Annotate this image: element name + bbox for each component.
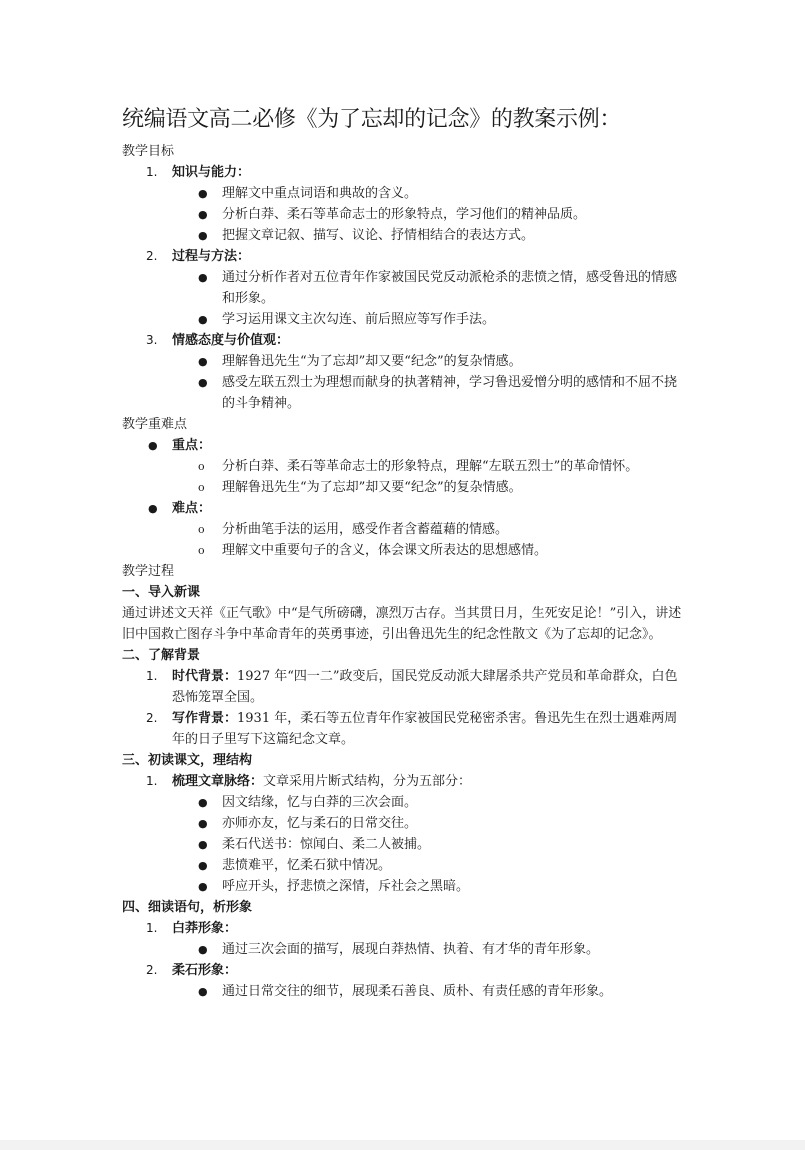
keypoints-list [122,435,682,561]
process-heading: 教学过程 [122,564,175,579]
list-item: 1. 时代背景：1927 年“四一二”政变后，国民党反动派大肆屠杀共产党员和革命群众，白色恐怖笼罩全国。 [122,666,682,708]
bullet-icon: ● [198,313,208,326]
bullet-icon: ● [198,859,208,872]
list-item: 2. 柔石形象： ● 通过日常交往的细节，展现柔石善良、质朴、有责任感的青年形象。 [122,960,682,1002]
list-number: 2. [146,711,158,725]
bullet-icon: ● [198,817,208,830]
list-number: 2. [146,963,158,977]
keypoint-label: 难点： [172,501,212,516]
keypoint-label: 重点： [172,438,212,453]
bullet-icon: ● [198,229,208,242]
list-number: 1. [146,165,158,179]
section-heading: 二、了解背景 [122,648,201,663]
list-item: ● 分析白莽、柔石等革命志士的形象特点，学习他们的精神品质。 [172,204,682,225]
circle-bullet-icon: o [198,481,205,494]
list-item: o 分析曲笔手法的运用，感受作者含蓄蕴藉的情感。 [172,519,682,540]
list-number: 2. [146,249,158,263]
list-item: ● 感受左联五烈士为理想而献身的执著精神，学习鲁迅爱憎分明的感情和不屈不挠的斗争精神。 [172,372,682,414]
bullet-icon: ● [198,943,208,956]
list-item: ● 悲愤难平，忆柔石狱中情况。 [172,855,682,876]
bullet-icon: ● [148,439,158,452]
character-list [122,918,682,1002]
bullet-icon: ● [198,187,208,200]
list-item: ● 因文结缘，忆与白莽的三次会面。 [172,792,682,813]
list-number: 1. [146,774,158,788]
bullet-icon: ● [198,796,208,809]
objective-label: 过程与方法： [172,249,251,264]
document-title: 统编语文高二必修《为了忘却的记念》的教案示例： [122,107,622,132]
objective-label: 知识与能力： [172,165,251,180]
objective-label: 情感态度与价值观： [172,333,290,348]
objective-group [122,246,682,330]
keypoints-heading: 教学重难点 [122,417,188,432]
list-item: o 理解文中重要句子的含义，体会课文所表达的思想感情。 [172,540,682,561]
list-item: o 分析白莽、柔石等革命志士的形象特点，理解“左联五烈士”的革命情怀。 [172,456,682,477]
structure-list [122,771,682,897]
list-number: 1. [146,669,158,683]
bullet-icon: ● [198,376,208,389]
list-item: ● 亦师亦友，忆与柔石的日常交往。 [172,813,682,834]
bullet-icon: ● [198,880,208,893]
bullet-icon: ● [198,355,208,368]
bullet-icon: ● [198,271,208,284]
list-item: 1. 梳理文章脉络：文章采用片断式结构，分为五部分： ● 因文结缘，忆与白莽的三次会面。 ● 亦师亦友，忆与柔石的日常交往。 ● 柔石代送书：惊闻白、柔二人被捕。 ● 悲愤难平，忆柔石狱中情况。 ● 呼应开头，抒悲愤之深情，斥社会之黑暗。 [122,771,682,897]
list-item: ● 通过分析作者对五位青年作家被国民党反动派枪杀的悲愤之情，感受鲁迅的情感和形象。 [172,267,682,309]
circle-bullet-icon: o [198,460,205,473]
objective-group [122,330,682,414]
section-heading: 三、初读课文，理结构 [122,753,253,768]
list-item: 2. 写作背景：1931 年，柔石等五位青年作家被国民党秘密杀害。鲁迅先生在烈士遇难两周年的日子里写下这篇纪念文章。 [122,708,682,750]
list-item: ● 把握文章记叙、描写、议论、抒情相结合的表达方式。 [172,225,682,246]
bullet-icon: ● [198,208,208,221]
circle-bullet-icon: o [198,523,205,536]
background-list [122,666,682,750]
list-number: 1. [146,921,158,935]
objectives-heading: 教学目标 [122,144,175,159]
document-body [122,105,682,1002]
list-item: o 理解鲁迅先生“为了忘却”却又要“纪念”的复杂情感。 [172,477,682,498]
intro-paragraph: 通过讲述文天祥《正气歌》中“是气所磅礴，凛烈万古存。当其贯日月，生死安足论！”引入，讲述旧中国救亡图存斗争中革命青年的英勇事迹，引出鲁迅先生的纪念性散文《为了忘却的记念》。 [122,606,682,642]
list-item: ● 通过日常交往的细节，展现柔石善良、质朴、有责任感的青年形象。 [172,981,682,1002]
list-number: 3. [146,333,158,347]
keypoint-group [122,498,682,561]
bullet-icon: ● [148,502,158,515]
circle-bullet-icon: o [198,544,205,557]
keypoint-group [122,435,682,498]
bullet-icon: ● [198,838,208,851]
list-item: ● 理解鲁迅先生“为了忘却”却又要“纪念”的复杂情感。 [172,351,682,372]
section-heading: 四、细读语句，析形象 [122,900,253,915]
list-item: ● 呼应开头，抒悲愤之深情，斥社会之黑暗。 [172,876,682,897]
objective-group [122,162,682,246]
list-item: ● 通过三次会面的描写，展现白莽热情、执着、有才华的青年形象。 [172,939,682,960]
list-item: 1. 白莽形象： ● 通过三次会面的描写，展现白莽热情、执着、有才华的青年形象。 [122,918,682,960]
list-item: ● 柔石代送书：惊闻白、柔二人被捕。 [172,834,682,855]
list-item: ● 学习运用课文主次勾连、前后照应等写作手法。 [172,309,682,330]
section-heading: 一、导入新课 [122,585,201,600]
objectives-list [122,162,682,414]
bullet-icon: ● [198,985,208,998]
list-item: ● 理解文中重点词语和典故的含义。 [172,183,682,204]
